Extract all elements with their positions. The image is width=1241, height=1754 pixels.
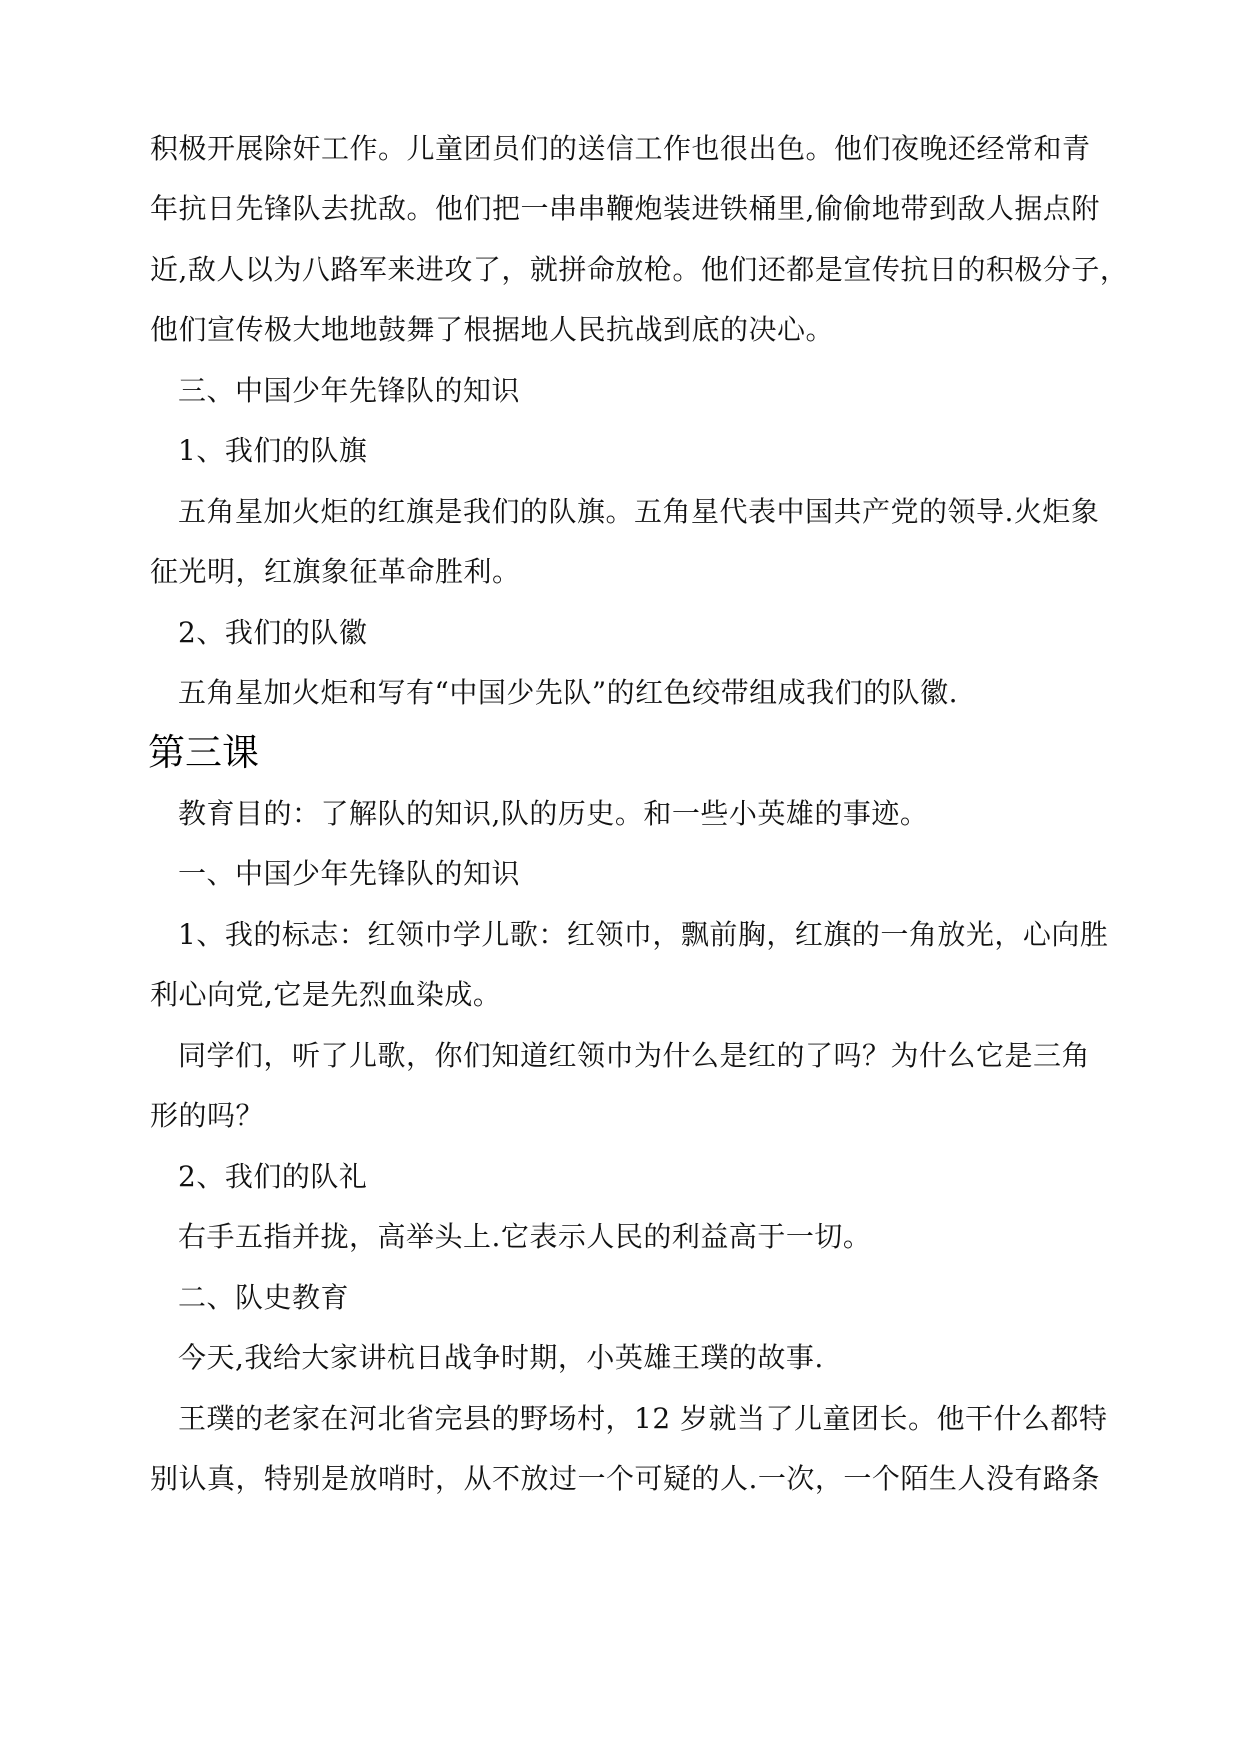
subsection-heading: 1、我们的队旗 (178, 434, 368, 467)
subsection-heading: 2、我们的队徽 (178, 616, 368, 649)
text-line: 年抗日先锋队去扰敌。他们把一串串鞭炮装进铁桶里,偷偷地带到敌人据点附 (150, 192, 1100, 225)
text-line: 利心向党,它是先烈血染成。 (150, 978, 502, 1011)
text-line: 征光明，红旗象征革命胜利。 (150, 555, 521, 588)
subsection-heading: 2、我们的队礼 (178, 1160, 368, 1193)
text-line: 形的吗？ (150, 1099, 265, 1132)
text-line: 积极开展除奸工作。儿童团员们的送信工作也很出色。他们夜晚还经常和青 (150, 132, 1091, 165)
text-line: 别认真，特别是放哨时，从不放过一个可疑的人.一次，一个陌生人没有路条 (150, 1462, 1100, 1495)
text-line: 五角星加火炬的红旗是我们的队旗。五角星代表中国共产党的领导.火炬象 (178, 495, 1100, 528)
text-line: 1、我的标志：红领巾学儿歌：红领巾，飘前胸，红旗的一角放光，心向胜 (178, 918, 1109, 951)
text-line: 近,敌人以为八路军来进攻了，就拼命放枪。他们还都是宣传抗日的积极分子， (150, 253, 1129, 286)
text-line: 今天,我给大家讲杭日战争时期，小英雄王璞的故事. (178, 1341, 824, 1374)
lesson-title: 第三课 (148, 731, 259, 774)
text-line: 右手五指并拢，高举头上.它表示人民的利益高于一切。 (178, 1220, 872, 1253)
text-line: 教育目的：了解队的知识,队的历史。和一些小英雄的事迹。 (178, 797, 929, 830)
text-line: 五角星加火炬和写有“中国少先队”的红色绞带组成我们的队徽. (178, 676, 959, 709)
section-heading: 一、中国少年先锋队的知识 (178, 857, 521, 890)
section-heading: 二、队史教育 (178, 1281, 350, 1314)
text-line: 同学们，听了儿歌，你们知道红领巾为什么是红的了吗？为什么它是三角 (178, 1039, 1091, 1072)
text-line: 他们宣传极大地地鼓舞了根据地人民抗战到底的决心。 (150, 313, 835, 346)
section-heading: 三、中国少年先锋队的知识 (178, 374, 521, 407)
text-line: 王璞的老家在河北省完县的野场村，12 岁就当了儿童团长。他干什么都特 (178, 1402, 1108, 1435)
